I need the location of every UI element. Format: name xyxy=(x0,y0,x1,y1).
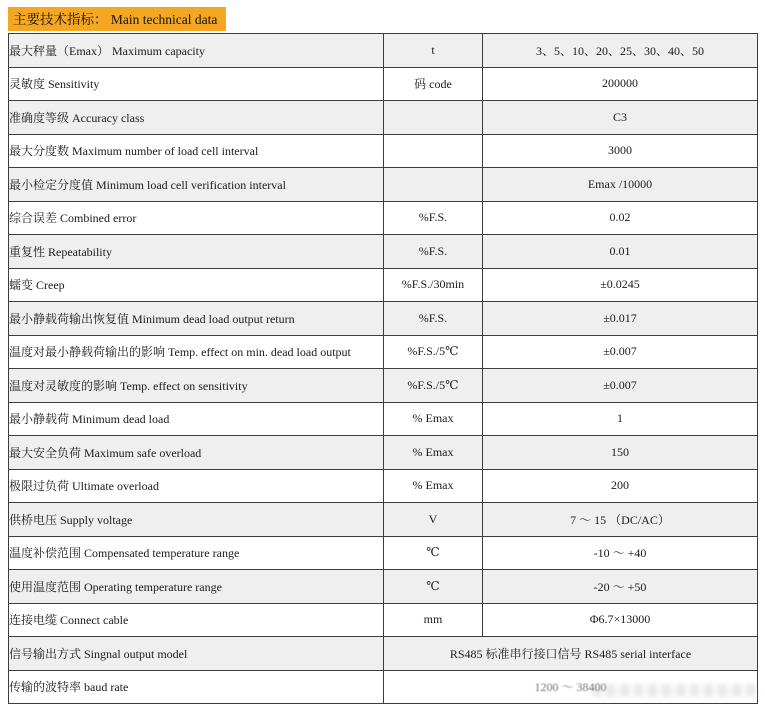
parameter-cell: 重复性 Repeatability xyxy=(9,235,384,269)
value-cell: 200 xyxy=(483,469,758,503)
parameter-cell: 最大分度数 Maximum number of load cell interval xyxy=(9,134,384,168)
parameter-cell: 最小静载荷输出恢复值 Minimum dead load output return xyxy=(9,302,384,336)
value-cell: -10 ～ +40 xyxy=(483,536,758,570)
parameter-cell: 灵敏度 Sensitivity xyxy=(9,67,384,101)
table-row xyxy=(9,603,758,637)
unit-cell: ℃ xyxy=(384,570,483,604)
value-cell: ±0.007 xyxy=(483,369,758,403)
unit-cell: t xyxy=(384,34,483,68)
table-row xyxy=(9,570,758,604)
value-cell: 0.02 xyxy=(483,201,758,235)
table-row xyxy=(9,134,758,168)
unit-cell xyxy=(384,168,483,202)
table-row xyxy=(9,235,758,269)
section-title: 主要技术指标： Main technical data xyxy=(8,7,226,31)
unit-cell xyxy=(384,101,483,135)
unit-cell: %F.S./5℃ xyxy=(384,335,483,369)
table-row xyxy=(9,436,758,470)
unit-cell xyxy=(384,134,483,168)
value-cell: 7 ～ 15 （DC/AC） xyxy=(483,503,758,537)
value-cell: -20 ～ +50 xyxy=(483,570,758,604)
table-row xyxy=(9,67,758,101)
unit-cell: ℃ xyxy=(384,536,483,570)
parameter-cell: 极限过负荷 Ultimate overload xyxy=(9,469,384,503)
value-cell: 1 xyxy=(483,402,758,436)
parameter-cell: 温度补偿范围 Compensated temperature range xyxy=(9,536,384,570)
table-row xyxy=(9,536,758,570)
unit-cell: 码 code xyxy=(384,67,483,101)
value-cell: ±0.0245 xyxy=(483,268,758,302)
parameter-cell: 连接电缆 Connect cable xyxy=(9,603,384,637)
parameter-cell: 使用温度范围 Operating temperature range xyxy=(9,570,384,604)
table-row xyxy=(9,268,758,302)
value-cell: ±0.017 xyxy=(483,302,758,336)
value-cell: ±0.007 xyxy=(483,335,758,369)
unit-cell: % Emax xyxy=(384,469,483,503)
table-row xyxy=(9,670,758,704)
parameter-cell: 最小检定分度值 Minimum load cell verification interval xyxy=(9,168,384,202)
spec-table-body xyxy=(9,34,758,704)
parameter-cell: 准确度等级 Accuracy class xyxy=(9,101,384,135)
unit-cell: %F.S. xyxy=(384,302,483,336)
parameter-cell: 信号输出方式 Singnal output model xyxy=(9,637,384,671)
parameter-cell: 最大安全负荷 Maximum safe overload xyxy=(9,436,384,470)
value-cell: 150 xyxy=(483,436,758,470)
parameter-cell: 传输的波特率 baud rate xyxy=(9,670,384,704)
table-row xyxy=(9,335,758,369)
table-row xyxy=(9,302,758,336)
unit-cell: V xyxy=(384,503,483,537)
table-row xyxy=(9,503,758,537)
table-row xyxy=(9,101,758,135)
value-cell: C3 xyxy=(483,101,758,135)
unit-cell: %F.S./5℃ xyxy=(384,369,483,403)
value-cell: Emax /10000 xyxy=(483,168,758,202)
spec-table xyxy=(8,33,758,704)
table-row xyxy=(9,469,758,503)
unit-cell: %F.S. xyxy=(384,201,483,235)
value-cell: 3000 xyxy=(483,134,758,168)
unit-cell: %F.S./30min xyxy=(384,268,483,302)
value-cell: 200000 xyxy=(483,67,758,101)
table-row xyxy=(9,201,758,235)
parameter-cell: 温度对最小静载荷输出的影响 Temp. effect on min. dead load output xyxy=(9,335,384,369)
parameter-cell: 供桥电压 Supply voltage xyxy=(9,503,384,537)
parameter-cell: 最小静载荷 Minimum dead load xyxy=(9,402,384,436)
table-row xyxy=(9,34,758,68)
table-row xyxy=(9,168,758,202)
unit-cell: mm xyxy=(384,603,483,637)
value-cell: 0.01 xyxy=(483,235,758,269)
value-cell: RS485 标准串行接口信号 RS485 serial interface xyxy=(384,637,758,671)
value-cell: 1200 ～ 38400 xyxy=(384,670,758,704)
value-cell: Φ6.7×13000 xyxy=(483,603,758,637)
unit-cell: % Emax xyxy=(384,436,483,470)
parameter-cell: 最大秤量（Emax） Maximum capacity xyxy=(9,34,384,68)
table-row xyxy=(9,369,758,403)
parameter-cell: 蠕变 Creep xyxy=(9,268,384,302)
unit-cell: %F.S. xyxy=(384,235,483,269)
table-row xyxy=(9,637,758,671)
unit-cell: % Emax xyxy=(384,402,483,436)
table-row xyxy=(9,402,758,436)
value-cell: 3、5、10、20、25、30、40、50 xyxy=(483,34,758,68)
parameter-cell: 温度对灵敏度的影响 Temp. effect on sensitivity xyxy=(9,369,384,403)
parameter-cell: 综合误差 Combined error xyxy=(9,201,384,235)
